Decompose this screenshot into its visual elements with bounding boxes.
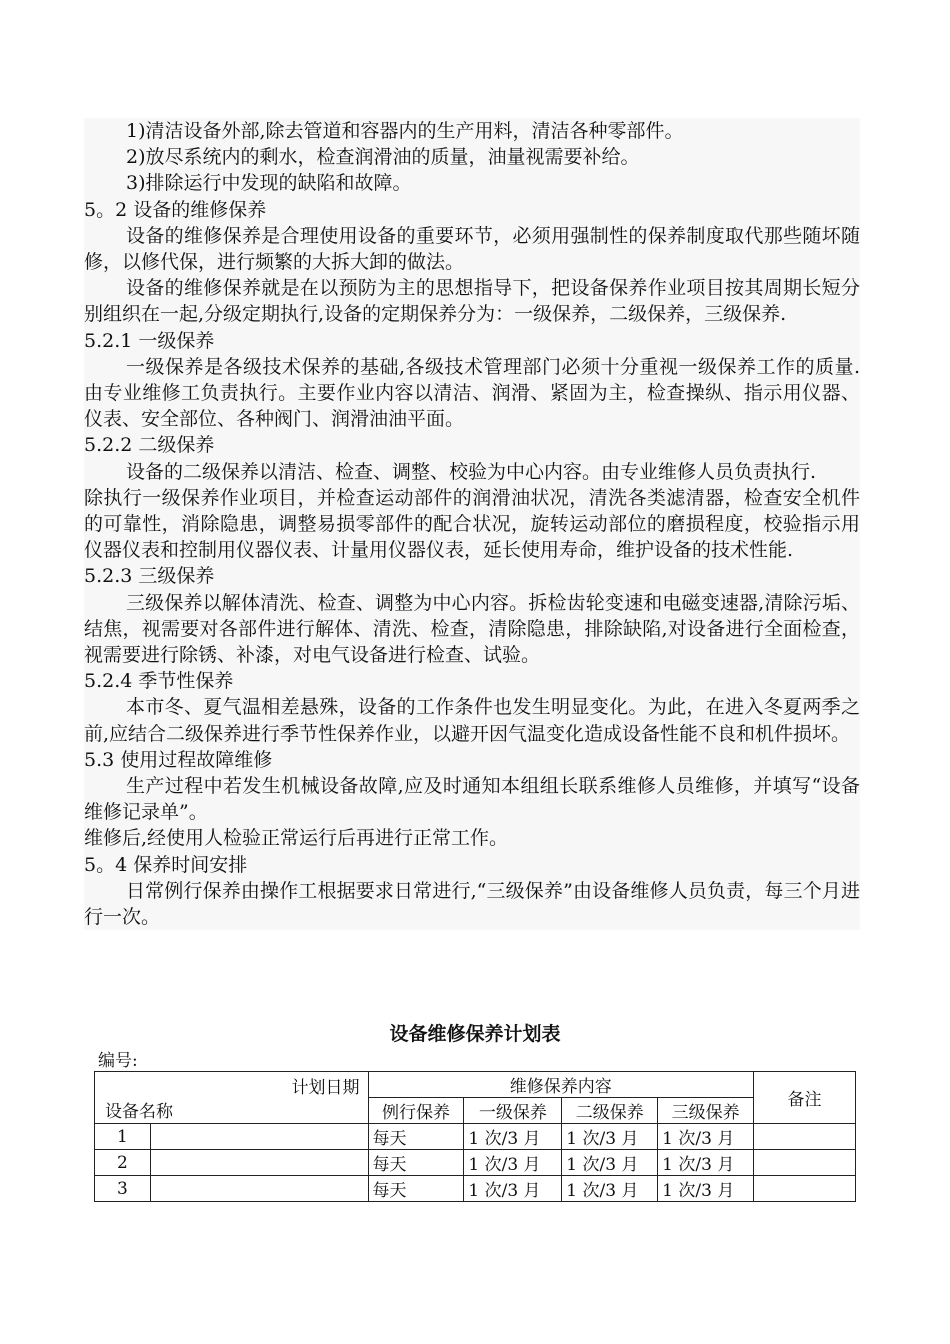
row-number: 3	[95, 1176, 151, 1202]
paragraph: 三级保养以解体清洗、检查、调整为中心内容。拆检齿轮变速和电磁变速器,清除污垢、结焦，视需要对各部件进行解体、清洗、检查，清除隐患，排除缺陷,对设备进行全面检查，视需要进行除锈、补漆，对电气设备进行检查、试验。	[84, 591, 860, 667]
row-remark	[754, 1150, 856, 1176]
row-remark	[754, 1176, 856, 1202]
table-title: 设备维修保养计划表	[389, 1023, 561, 1045]
row-routine: 每天	[368, 1124, 464, 1150]
section-heading: 5.2.4 季节性保养	[84, 670, 234, 693]
row-level-2: 1 次/3 月	[562, 1124, 658, 1150]
row-level-3: 1 次/3 月	[658, 1124, 754, 1150]
paragraph: 设备的二级保养以清洁、检查、调整、校验为中心内容。由专业维修人员负责执行.	[126, 460, 817, 483]
header-plan-date: 计划日期	[291, 1078, 360, 1098]
section-heading: 5.2.1 一级保养	[84, 329, 215, 352]
section-heading: 5.2.2 二级保养	[84, 434, 215, 457]
header-level-2: 二级保养	[562, 1098, 658, 1124]
paragraph: 设备的维修保养就是在以预防为主的思想指导下，把设备保养作业项目按其周期长短分别组织在一起,分级定期执行,设备的定期保养分为：一级保养，二级保养，三级保养.	[84, 277, 860, 326]
paragraph: 维修后,经使用人检验正常运行后再进行正常工作。	[84, 827, 509, 850]
row-number: 2	[95, 1150, 151, 1176]
section-heading: 5.2.3 三级保养	[84, 565, 215, 588]
paragraph: 2)放尽系统内的剩水，检查润滑油的质量，油量视需要补给。	[126, 146, 640, 169]
paragraph: 设备的维修保养是合理使用设备的重要环节，必须用强制性的保养制度取代那些随坏随修，以修代保，进行频繁的大拆大卸的做法。	[84, 224, 860, 274]
header-level-1: 一级保养	[464, 1098, 562, 1124]
row-routine: 每天	[368, 1150, 464, 1176]
paragraph: 生产过程中若发生机械设备故障,应及时通知本组组长联系维修人员维修，并填写“设备维修记录单”。	[84, 775, 860, 824]
row-level-1: 1 次/3 月	[464, 1150, 562, 1176]
row-device-name	[150, 1150, 368, 1176]
header-diagonal-cell	[95, 1072, 369, 1124]
section-heading: 5.3 使用过程故障维修	[84, 748, 273, 771]
table-row	[95, 1176, 856, 1202]
row-device-name	[150, 1124, 368, 1150]
paragraph: 1)清洁设备外部,除去管道和容器内的生产用料，清洁各种零部件。	[126, 120, 684, 142]
paragraph: 日常例行保养由操作工根据要求日常进行,“三级保养”由设备维修人员负责，每三个月进行一次。	[84, 879, 860, 929]
row-routine: 每天	[368, 1176, 464, 1202]
table-row	[95, 1124, 856, 1150]
row-device-name	[150, 1176, 368, 1202]
code-label: 编号:	[98, 1051, 138, 1071]
section-heading: 5。4 保养时间安排	[84, 853, 248, 876]
row-number: 1	[95, 1124, 151, 1150]
row-level-3: 1 次/3 月	[658, 1150, 754, 1176]
section-heading: 5。2 设备的维修保养	[84, 198, 267, 221]
row-level-2: 1 次/3 月	[562, 1176, 658, 1202]
table-row	[95, 1150, 856, 1176]
header-level-3: 三级保养	[658, 1098, 754, 1124]
row-level-1: 1 次/3 月	[464, 1176, 562, 1202]
paragraph: 除执行一级保养作业项目，并检查运动部件的润滑油状况，清洗各类滤清器，检查安全机件的可靠性，消除隐患，调整易损零部件的配合状况，旋转运动部位的磨损程度，校验指示用仪器仪表和控制用仪器仪表、计量用仪器仪表，延长使用寿命，维护设备的技术性能.	[84, 486, 860, 562]
header-maintenance-content: 维修保养内容	[368, 1072, 754, 1098]
paragraph: 3)排除运行中发现的缺陷和故障。	[126, 172, 412, 195]
row-level-3: 1 次/3 月	[658, 1176, 754, 1202]
header-remark: 备注	[754, 1072, 856, 1124]
row-level-1: 1 次/3 月	[464, 1124, 562, 1150]
paragraph: 一级保养是各级技术保养的基础,各级技术管理部门必须十分重视一级保养工作的质量.由专业维修工负责执行。主要作业内容以清洁、润滑、紧固为主，检查操纵、指示用仪器、仪表、安全部位、各种阀门、润滑油油平面。	[84, 355, 860, 431]
row-remark	[754, 1124, 856, 1150]
paragraph: 本市冬、夏气温相差悬殊，设备的工作条件也发生明显变化。为此，在进入冬夏两季之前,应结合二级保养进行季节性保养作业，以避开因气温变化造成设备性能不良和机件损坏。	[84, 696, 860, 745]
header-routine: 例行保养	[368, 1098, 464, 1124]
header-device-name: 设备名称	[105, 1102, 173, 1122]
maintenance-plan-table	[94, 1071, 856, 1202]
body-text	[84, 118, 860, 930]
row-level-2: 1 次/3 月	[562, 1150, 658, 1176]
